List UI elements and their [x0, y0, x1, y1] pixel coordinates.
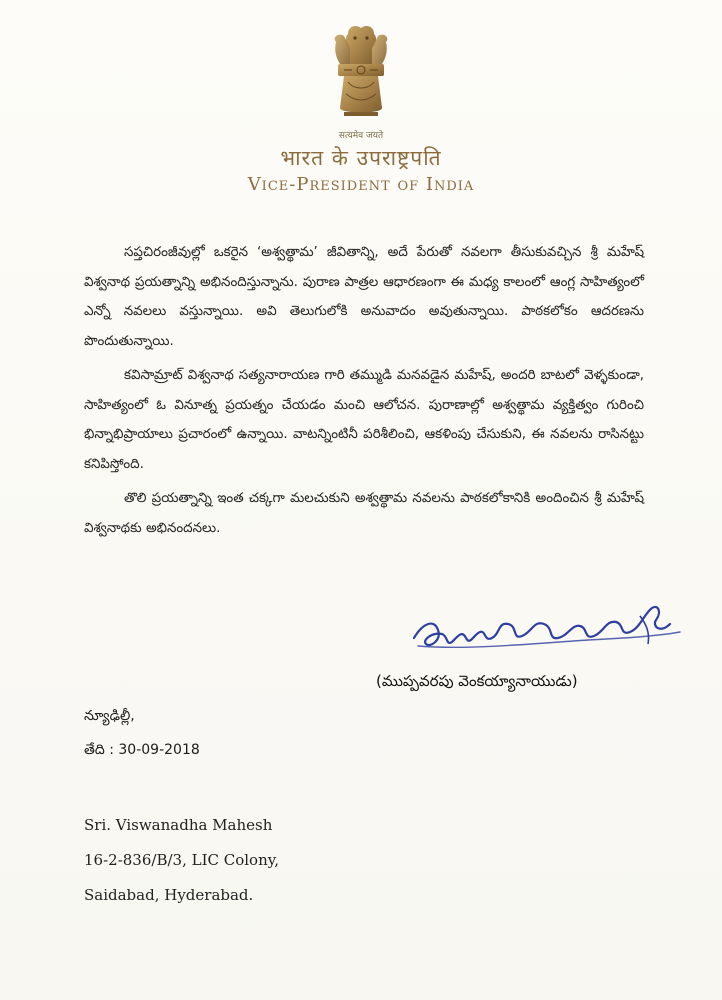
national-motto: सत्यमेव जयते: [338, 131, 384, 141]
date: తేది : 30-09-2018: [84, 742, 200, 758]
letter-paragraph: సప్తచిరంజీవుల్లో ఒకరైన ‘అశ్వత్థామ’ జీవితాన్ని, అదే పేరుతో నవలగా తీసుకువచ్చిన శ్రీ మహేష్ విశ్వనాథ ప్రయత్నాన్ని అభినందిస్తున్నాను. పురాణ పాత్రల ఆధారణంగా ఈ మధ్య కాలంలో ఆంగ్ల సాహిత్యంలో ఎన్నో నవలలు వస్తున్నాయి. అవి తెలుగులోకి అనువాదం అవుతున్నాయి. పాఠకలోకం ఆదరణను పొందుతున్నాయి.: [84, 245, 644, 349]
state-emblem-icon: [318, 20, 404, 128]
letter-body: [84, 238, 644, 543]
english-title: Vice-President of India: [247, 174, 475, 195]
place: న్యూఢిల్లీ,: [84, 708, 135, 724]
hindi-title: भारत के उपराष्ट्रपति: [280, 146, 442, 170]
letter-paragraph: కవిసామ్రాట్ విశ్వనాథ సత్యనారాయణ గారి తమ్ముడి మనవడైన మహేష్, అందరి బాటలో వెళ్ళకుండా, సాహిత్యంలో ఓ వినూత్న ప్రయత్నం చేయడం మంచి ఆలోచన. పురాణాల్లో అశ్వత్థామ వ్యక్తిత్వం గురించి భిన్నాభిప్రాయాలు ప్రచారంలో ఉన్నాయి. వాటన్నింటినీ పరిశీలించి, ఆకళింపు చేసుకుని, ఈ నవలను రాసినట్టు కనిపిస్తోంది.: [84, 368, 644, 472]
signatory-name: (ముప్పవరపు వెంకయ్యానాయుడు): [376, 672, 578, 690]
address-line: 16-2-836/B/3, LIC Colony,: [84, 851, 279, 869]
handwritten-signature: [408, 594, 688, 666]
address-line: Saidabad, Hyderabad.: [84, 886, 254, 904]
address-line: Sri. Viswanadha Mahesh: [84, 816, 273, 834]
letter-paragraph: తొలి ప్రయత్నాన్ని ఇంత చక్కగా మలచుకుని అశ్వత్థామ నవలను పాఠకలోకానికి అందించిన శ్రీ మహేష్ విశ్వనాథకు అభినందనలు.: [84, 491, 644, 536]
